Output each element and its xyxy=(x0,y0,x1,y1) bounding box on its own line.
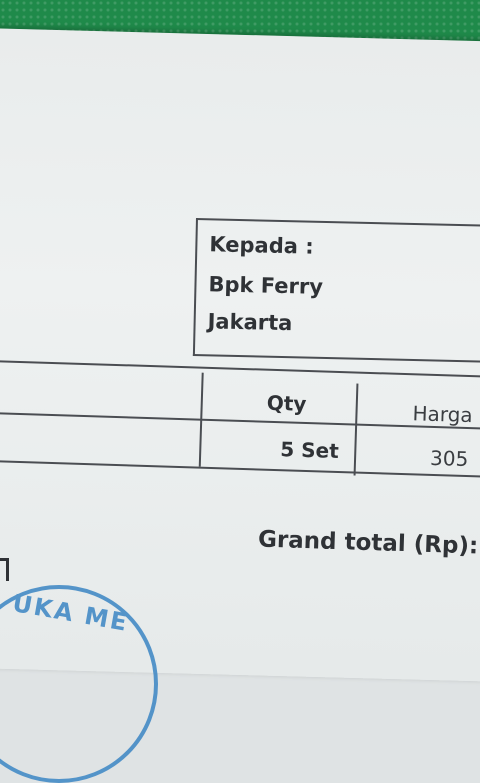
recipient-city: Jakarta xyxy=(207,309,293,336)
edge-mark xyxy=(0,558,9,581)
header-qty: Qty xyxy=(266,390,307,416)
table-header-divider xyxy=(0,412,480,430)
header-harga: Harga xyxy=(412,401,474,428)
recipient-label: Kepada : xyxy=(209,232,314,259)
items-table xyxy=(0,360,480,486)
grand-total-label: Grand total (Rp): xyxy=(257,526,479,560)
recipient-name: Bpk Ferry xyxy=(208,272,324,299)
cell-qty: 5 Set xyxy=(279,437,340,463)
recipient-box xyxy=(193,218,480,363)
stamp-text: UKA ME xyxy=(10,589,131,637)
cell-harga: 305 xyxy=(429,445,469,472)
table-column-divider xyxy=(354,384,359,476)
